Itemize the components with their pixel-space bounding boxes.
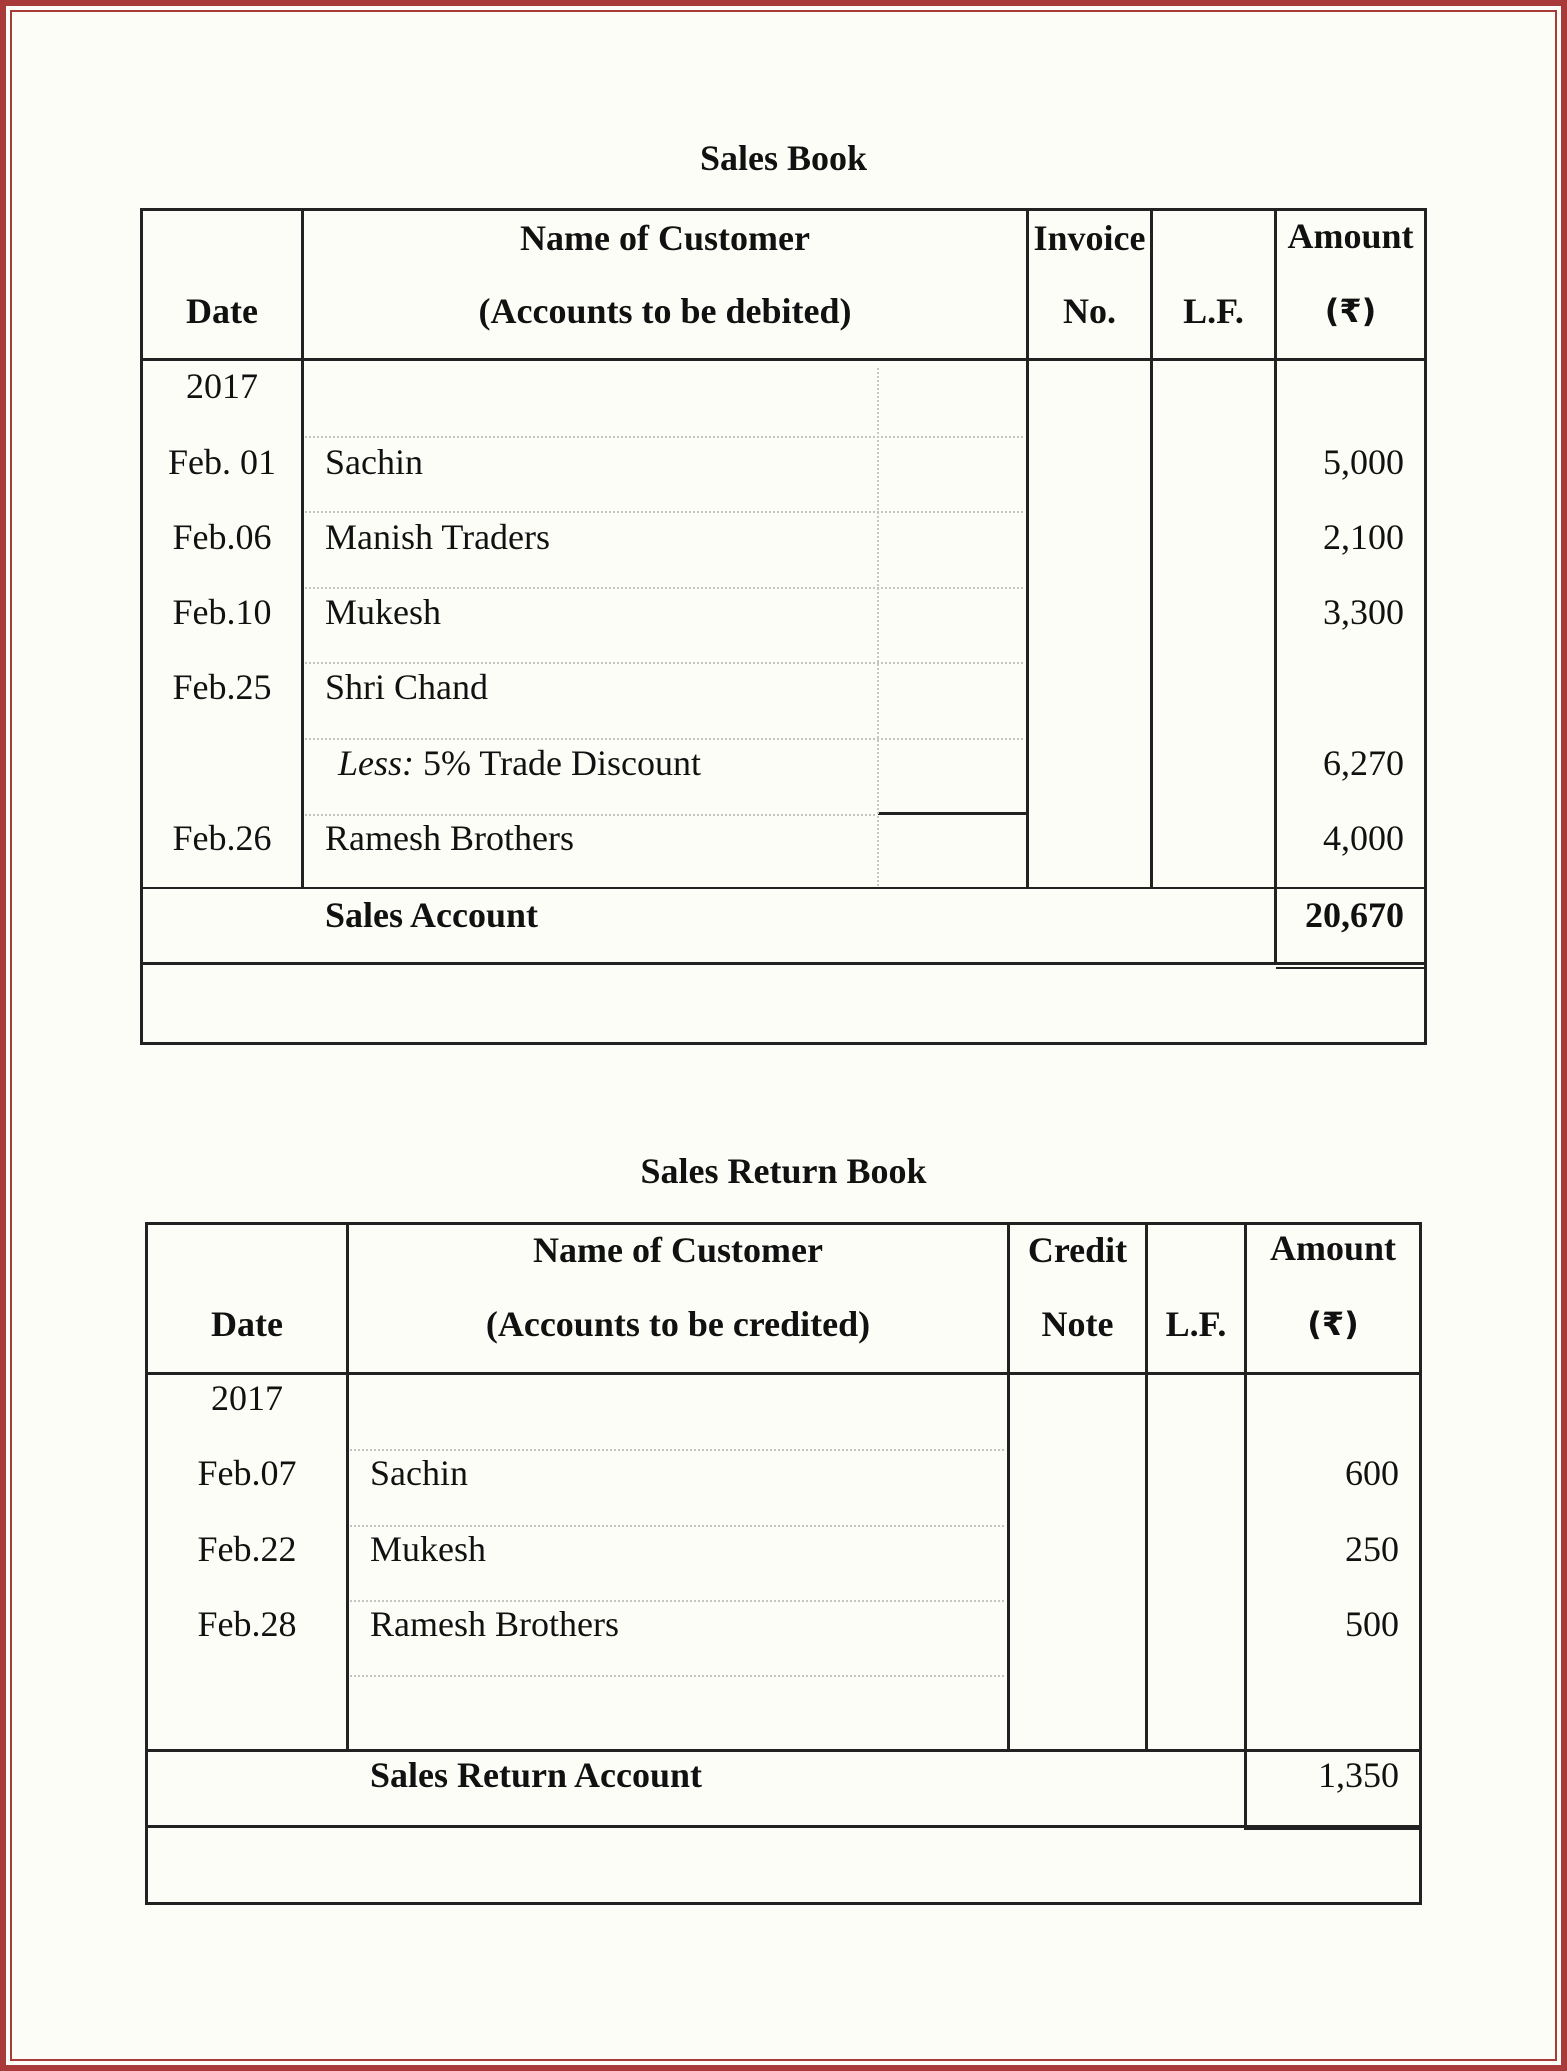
row-name — [338, 743, 701, 783]
header-credit-line2: Note — [1041, 1304, 1114, 1344]
row-date: Feb.07 — [197, 1453, 297, 1493]
row-date: Feb.10 — [172, 592, 272, 632]
sales-return-account-total: 1,350 — [1318, 1755, 1399, 1795]
header-amount-line2: (₹) — [1307, 1305, 1359, 1343]
less-label: Less: — [338, 743, 415, 783]
row-date: Feb.28 — [197, 1604, 297, 1644]
row-date: Feb.22 — [197, 1529, 297, 1569]
header-lf: L.F. — [1183, 291, 1244, 331]
guide — [350, 1525, 1004, 1527]
row-name: Mukesh — [370, 1529, 486, 1569]
row-amount: 4,000 — [1323, 818, 1404, 858]
row-date: Feb. 01 — [168, 442, 276, 482]
header-invoice-line2: No. — [1063, 291, 1116, 331]
header-name-line1: Name of Customer — [533, 1230, 823, 1270]
header-amount-line1: Amount — [1287, 216, 1414, 256]
guide — [305, 662, 1023, 664]
header-name-line2: (Accounts to be debited) — [478, 291, 852, 331]
header-invoice-line1: Invoice — [1033, 218, 1146, 258]
row-date: Feb.26 — [172, 818, 272, 858]
header-lf: L.F. — [1165, 1304, 1227, 1344]
row-amount: 5,000 — [1323, 442, 1404, 482]
rule — [1007, 1222, 1010, 1752]
guide — [305, 738, 1023, 740]
row-amount: 6,270 — [1323, 743, 1404, 783]
header-amount-line2: (₹) — [1324, 292, 1377, 330]
sales-account-label: Sales Account — [325, 895, 539, 935]
row-amount: 600 — [1345, 1453, 1399, 1493]
header-name-line2: (Accounts to be credited) — [485, 1304, 871, 1344]
rule — [145, 1749, 1422, 1752]
guide — [305, 587, 1023, 589]
row-amount: 3,300 — [1323, 592, 1404, 632]
row-name: Manish Traders — [325, 517, 551, 557]
rule — [1424, 208, 1427, 1045]
header-amount-line1: Amount — [1269, 1228, 1397, 1268]
rule — [145, 1222, 1422, 1225]
guide — [877, 368, 879, 886]
sales-book-title: Sales Book — [699, 138, 868, 178]
row-amount: 500 — [1345, 1604, 1399, 1644]
rule — [1419, 1222, 1422, 1905]
rule — [140, 208, 1427, 211]
sales-return-account-label: Sales Return Account — [370, 1755, 702, 1795]
discount-text: 5% Trade Discount — [414, 743, 702, 783]
sales-account-total: 20,670 — [1305, 895, 1404, 935]
guide — [305, 511, 1023, 513]
guide — [350, 1449, 1004, 1451]
header-date: Date — [211, 1304, 283, 1344]
rule — [1276, 967, 1427, 969]
header-credit-line1: Credit — [1027, 1230, 1128, 1270]
rule — [878, 812, 1028, 815]
guide — [305, 436, 1023, 438]
rule — [140, 1042, 1427, 1045]
row-amount: 2,100 — [1323, 517, 1404, 557]
rule — [145, 1372, 1422, 1375]
row-date: Feb.06 — [172, 517, 272, 557]
year-label: 2017 — [186, 366, 258, 406]
row-name: Shri Chand — [325, 667, 489, 707]
row-name: Ramesh Brothers — [370, 1604, 619, 1644]
rule — [1145, 1222, 1148, 1752]
rule — [140, 887, 1427, 889]
sales-return-book-title: Sales Return Book — [640, 1151, 927, 1191]
rule — [1245, 1828, 1422, 1830]
guide — [350, 1600, 1004, 1602]
row-name: Sachin — [370, 1453, 468, 1493]
header-name-line1: Name of Customer — [520, 218, 810, 258]
row-name: Ramesh Brothers — [325, 818, 574, 858]
row-amount: 250 — [1345, 1529, 1399, 1569]
row-name: Sachin — [325, 442, 423, 482]
year-label: 2017 — [211, 1378, 283, 1418]
guide — [305, 814, 875, 816]
row-name: Mukesh — [325, 592, 441, 632]
header-date: Date — [186, 291, 258, 331]
rule — [346, 1222, 349, 1752]
guide — [350, 1675, 1004, 1677]
rule — [140, 962, 1427, 965]
rule — [140, 358, 1427, 361]
rule — [145, 1825, 1422, 1828]
rule — [145, 1902, 1422, 1905]
row-date: Feb.25 — [172, 667, 272, 707]
